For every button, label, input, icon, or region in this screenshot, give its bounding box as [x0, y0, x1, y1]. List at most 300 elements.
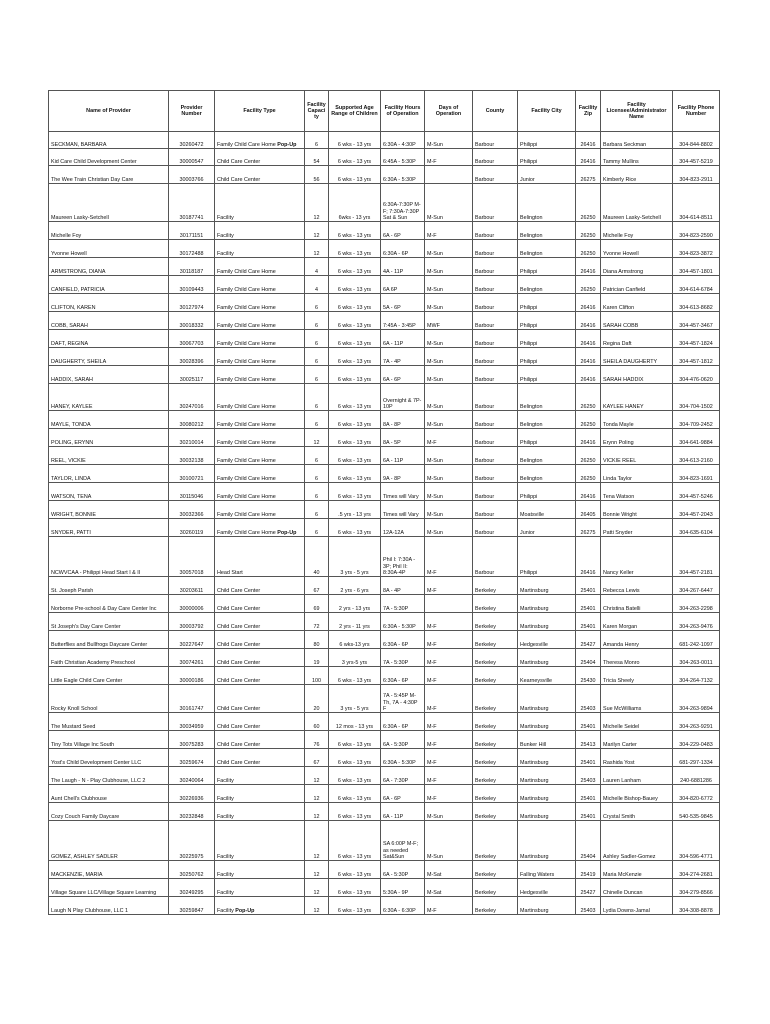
table-row — [49, 294, 720, 312]
cell-hours: 6A - 6P — [381, 366, 425, 384]
table-row — [49, 240, 720, 258]
cell-phone: 304-613-8682 — [673, 294, 720, 312]
cell-days: M-Sun — [425, 132, 473, 149]
cell-provider-number: 30034959 — [169, 713, 215, 731]
cell-city: Belington — [518, 184, 576, 222]
cell-provider-name: REEL, VICKIE — [49, 447, 169, 465]
cell-phone: 304-457-3467 — [673, 312, 720, 330]
cell-provider-number: 30227647 — [169, 631, 215, 649]
cell-facility-type — [215, 312, 305, 330]
cell-city: Belington — [518, 465, 576, 483]
cell-provider-number: 30118187 — [169, 258, 215, 276]
cell-zip: 25404 — [576, 649, 601, 667]
cell-county: Berkeley — [473, 649, 518, 667]
cell-county: Berkeley — [473, 595, 518, 613]
cell-hours: 7A - 5:30P — [381, 649, 425, 667]
cell-hours: 6:30A - 6P — [381, 631, 425, 649]
cell-capacity: 4 — [305, 258, 329, 276]
cell-county: Barbour — [473, 465, 518, 483]
cell-phone: 681-297-1334 — [673, 749, 720, 767]
cell-capacity: 4 — [305, 276, 329, 294]
cell-provider-number: 30003792 — [169, 613, 215, 631]
cell-facility-type — [215, 276, 305, 294]
cell-capacity: 12 — [305, 861, 329, 879]
cell-hours: 6:30A - 6:30P — [381, 897, 425, 915]
cell-provider-name: GOMEZ, ASHLEY SADLER — [49, 821, 169, 861]
cell-age-range: 3 yrs-5 yrs — [329, 649, 381, 667]
cell-capacity: 100 — [305, 667, 329, 685]
facility-type-text: Child Care Center — [217, 759, 261, 766]
facility-type-text: Child Care Center — [217, 741, 261, 748]
table-row — [49, 821, 720, 861]
cell-hours: 7:45A - 3:45P — [381, 312, 425, 330]
facility-type-text: Facility — [217, 871, 234, 878]
cell-zip: 26250 — [576, 276, 601, 294]
cell-licensee: Tonda Mayle — [601, 411, 673, 429]
cell-provider-number: 30032138 — [169, 447, 215, 465]
cell-days: M-F — [425, 649, 473, 667]
cell-provider-number: 30057018 — [169, 537, 215, 577]
cell-hours: 6:30A - 6P — [381, 667, 425, 685]
cell-phone: 304-844-8802 — [673, 132, 720, 149]
cell-city: Belington — [518, 240, 576, 258]
table-row — [49, 861, 720, 879]
facility-type-text: Family Child Care Home — [217, 304, 276, 311]
cell-age-range: 6 wks - 13 yrs — [329, 861, 381, 879]
cell-city: Belington — [518, 411, 576, 429]
cell-provider-number: 30100721 — [169, 465, 215, 483]
cell-capacity: 6 — [305, 501, 329, 519]
header-facility-type: Facility Type — [215, 91, 305, 132]
cell-provider-name: The Laugh - N - Play Clubhouse, LLC 2 — [49, 767, 169, 785]
cell-county: Barbour — [473, 366, 518, 384]
cell-licensee: Michelle Bishop-Bauey — [601, 785, 673, 803]
cell-facility-type — [215, 258, 305, 276]
cell-days: M-F — [425, 667, 473, 685]
cell-capacity: 12 — [305, 821, 329, 861]
header-city: Facility City — [518, 91, 576, 132]
cell-days — [425, 166, 473, 184]
cell-days: M-Sun — [425, 519, 473, 537]
cell-city: Martinsburg — [518, 821, 576, 861]
cell-phone: 304-709-2452 — [673, 411, 720, 429]
table-row — [49, 276, 720, 294]
facility-type-text: Family Child Care Home — [217, 286, 276, 293]
cell-age-range: 6 wks - 13 yrs — [329, 132, 381, 149]
cell-provider-number: 30161747 — [169, 685, 215, 713]
cell-facility-type — [215, 330, 305, 348]
cell-phone: 304-704-1502 — [673, 384, 720, 411]
cell-phone: 304-267-6447 — [673, 577, 720, 595]
cell-zip: 25430 — [576, 667, 601, 685]
cell-provider-name: Cozy Couch Family Daycare — [49, 803, 169, 821]
cell-city: Belington — [518, 222, 576, 240]
cell-zip: 26416 — [576, 294, 601, 312]
cell-county: Barbour — [473, 258, 518, 276]
cell-county: Barbour — [473, 294, 518, 312]
cell-city: Martinsburg — [518, 595, 576, 613]
cell-county: Berkeley — [473, 667, 518, 685]
cell-county: Barbour — [473, 166, 518, 184]
cell-zip: 25419 — [576, 861, 601, 879]
cell-licensee: Lydia Downs-Jamal — [601, 897, 673, 915]
header-zip: Facility Zip — [576, 91, 601, 132]
cell-zip: 25403 — [576, 897, 601, 915]
cell-licensee: Lauren Lanham — [601, 767, 673, 785]
cell-facility-type — [215, 577, 305, 595]
cell-days: M-Sat — [425, 879, 473, 897]
cell-age-range: 6 wks - 13 yrs — [329, 749, 381, 767]
cell-phone: 304-274-2681 — [673, 861, 720, 879]
cell-provider-name: DAUGHERTY, SHEILA — [49, 348, 169, 366]
cell-phone: 304-457-2043 — [673, 501, 720, 519]
cell-licensee: Theresa Monro — [601, 649, 673, 667]
cell-provider-number: 30232848 — [169, 803, 215, 821]
cell-hours: 7A - 5:30P — [381, 595, 425, 613]
cell-county: Berkeley — [473, 631, 518, 649]
cell-hours: 6:30A - 6P — [381, 240, 425, 258]
cell-phone: 304-614-6784 — [673, 276, 720, 294]
header-age-range: Supported Age Range of Children — [329, 91, 381, 132]
cell-age-range: 2 yrs - 6 yrs — [329, 577, 381, 595]
table-row — [49, 785, 720, 803]
cell-capacity: 6 — [305, 519, 329, 537]
cell-county: Barbour — [473, 429, 518, 447]
cell-hours: 6A - 5:30P — [381, 861, 425, 879]
cell-days: M-F — [425, 767, 473, 785]
cell-licensee: Tricia Sheely — [601, 667, 673, 685]
cell-age-range: 6 wks - 13 yrs — [329, 731, 381, 749]
header-county: County — [473, 91, 518, 132]
table-row — [49, 132, 720, 149]
cell-provider-name: Rocky Knoll School — [49, 685, 169, 713]
cell-capacity: 40 — [305, 537, 329, 577]
cell-facility-type — [215, 447, 305, 465]
facility-type-text: Family Child Care Home — [217, 340, 276, 347]
table-row — [49, 667, 720, 685]
cell-facility-type — [215, 184, 305, 222]
facility-type-text: Facility — [217, 777, 234, 784]
facility-type-text: Facility — [217, 214, 234, 221]
cell-phone: 304-823-2590 — [673, 222, 720, 240]
cell-provider-name: Butterflies and Bullfrogs Daycare Center — [49, 631, 169, 649]
cell-facility-type — [215, 132, 305, 149]
cell-licensee: Nancy Keller — [601, 537, 673, 577]
cell-capacity: 12 — [305, 184, 329, 222]
cell-capacity: 67 — [305, 577, 329, 595]
table-row — [49, 537, 720, 577]
table-row — [49, 519, 720, 537]
cell-days: M-F — [425, 613, 473, 631]
facility-type-text: Family Child Care Home — [217, 376, 276, 383]
cell-county: Berkeley — [473, 879, 518, 897]
cell-hours: 7A - 4P — [381, 348, 425, 366]
cell-hours: 6:30A - 4:30P — [381, 132, 425, 149]
cell-facility-type — [215, 713, 305, 731]
cell-city: Philippi — [518, 330, 576, 348]
cell-facility-type — [215, 731, 305, 749]
cell-city: Hedgesville — [518, 879, 576, 897]
cell-provider-number: 30032366 — [169, 501, 215, 519]
cell-provider-number: 30260119 — [169, 519, 215, 537]
cell-provider-name: HADDIX, SARAH — [49, 366, 169, 384]
cell-phone: 304-635-6104 — [673, 519, 720, 537]
cell-city: Philippi — [518, 258, 576, 276]
cell-days: M-F — [425, 897, 473, 915]
cell-licensee: Ashley Sadler-Gomez — [601, 821, 673, 861]
cell-provider-name: Tiny Tots Village Inc South — [49, 731, 169, 749]
facility-type-text: Family Child Care Home — [217, 439, 276, 446]
facility-type-text: Child Care Center — [217, 641, 261, 648]
cell-days: M-Sun — [425, 384, 473, 411]
cell-city: Junior — [518, 519, 576, 537]
cell-zip: 26416 — [576, 537, 601, 577]
cell-hours: 6:30A - 5:30P — [381, 166, 425, 184]
cell-provider-number: 30028396 — [169, 348, 215, 366]
cell-licensee: Diana Armstrong — [601, 258, 673, 276]
cell-zip: 25401 — [576, 595, 601, 613]
table-row — [49, 348, 720, 366]
cell-provider-name: WRIGHT, BONNIE — [49, 501, 169, 519]
cell-zip: 26250 — [576, 465, 601, 483]
table-row — [49, 384, 720, 411]
cell-days: M-Sat — [425, 861, 473, 879]
cell-city: Philippi — [518, 483, 576, 501]
cell-phone: 540-535-9845 — [673, 803, 720, 821]
cell-zip: 25427 — [576, 879, 601, 897]
cell-licensee: Rashida Yost — [601, 749, 673, 767]
cell-zip: 26416 — [576, 348, 601, 366]
cell-zip: 26416 — [576, 312, 601, 330]
cell-provider-number: 30250762 — [169, 861, 215, 879]
cell-age-range: 3 yrs - 5 yrs — [329, 685, 381, 713]
table-row — [49, 595, 720, 613]
cell-facility-type — [215, 879, 305, 897]
cell-provider-name: St Joseph's Day Care Center — [49, 613, 169, 631]
cell-capacity: 6 — [305, 447, 329, 465]
cell-hours: 6:45A - 5:30P — [381, 149, 425, 166]
cell-county: Barbour — [473, 348, 518, 366]
cell-city: Kearneysville — [518, 667, 576, 685]
table-row — [49, 879, 720, 897]
facility-type-text: Facility — [217, 889, 234, 896]
cell-days: M-Sun — [425, 465, 473, 483]
cell-age-range: 6 wks - 13 yrs — [329, 258, 381, 276]
cell-age-range: 6 wks-13 yrs — [329, 631, 381, 649]
facility-type-text: Family Child Care Home — [217, 493, 276, 500]
cell-city: Philippi — [518, 429, 576, 447]
cell-city: Martinsburg — [518, 577, 576, 595]
cell-days: M-F — [425, 731, 473, 749]
facility-type-text: Family Child Care Home — [217, 457, 276, 464]
cell-days: M-Sun — [425, 447, 473, 465]
cell-county: Barbour — [473, 276, 518, 294]
cell-hours: Times will Vary — [381, 501, 425, 519]
facility-type-text: Family Child Care Home — [217, 511, 276, 518]
cell-zip: 25403 — [576, 685, 601, 713]
cell-provider-number: 30080212 — [169, 411, 215, 429]
pop-up-tag: Pop-Up — [235, 907, 255, 914]
table-row — [49, 649, 720, 667]
cell-days: M-Sun — [425, 330, 473, 348]
header-capacity: Facility Capacity — [305, 91, 329, 132]
cell-zip: 26250 — [576, 222, 601, 240]
cell-provider-name: COBB, SARAH — [49, 312, 169, 330]
cell-facility-type — [215, 631, 305, 649]
cell-provider-name: CANFIELD, PATRICIA — [49, 276, 169, 294]
cell-phone: 304-457-5219 — [673, 149, 720, 166]
cell-city: Martinsburg — [518, 613, 576, 631]
cell-licensee: KAYLEE HANEY — [601, 384, 673, 411]
cell-hours: 6:30A - 5:30P — [381, 749, 425, 767]
table-row — [49, 330, 720, 348]
cell-city: Martinsburg — [518, 803, 576, 821]
cell-age-range: 6 wks - 13 yrs — [329, 348, 381, 366]
table-row — [49, 501, 720, 519]
cell-phone: 304-263-9476 — [673, 613, 720, 631]
facility-type-text: Child Care Center — [217, 705, 261, 712]
cell-county: Barbour — [473, 240, 518, 258]
cell-age-range: 6 wks - 13 yrs — [329, 519, 381, 537]
cell-zip: 26416 — [576, 330, 601, 348]
cell-licensee: VICKIE REEL — [601, 447, 673, 465]
cell-county: Barbour — [473, 222, 518, 240]
table-row — [49, 366, 720, 384]
cell-county: Barbour — [473, 519, 518, 537]
cell-age-range: 6 wks - 13 yrs — [329, 667, 381, 685]
cell-facility-type — [215, 222, 305, 240]
cell-facility-type — [215, 897, 305, 915]
cell-licensee: Michelle Foy — [601, 222, 673, 240]
cell-hours: 6:30A - 6P — [381, 713, 425, 731]
cell-city: Philippi — [518, 348, 576, 366]
cell-age-range: 6 wks - 13 yrs — [329, 294, 381, 312]
cell-facility-type — [215, 685, 305, 713]
facility-type-text: Child Care Center — [217, 587, 261, 594]
table-row — [49, 166, 720, 184]
cell-licensee: Barbara Seckman — [601, 132, 673, 149]
cell-hours: 5A - 6P — [381, 294, 425, 312]
table-row — [49, 631, 720, 649]
cell-facility-type — [215, 483, 305, 501]
cell-city: Martinsburg — [518, 749, 576, 767]
cell-age-range: 6 wks - 13 yrs — [329, 767, 381, 785]
cell-capacity: 6 — [305, 330, 329, 348]
cell-provider-number: 30240064 — [169, 767, 215, 785]
cell-city: Martinsburg — [518, 685, 576, 713]
cell-county: Berkeley — [473, 861, 518, 879]
table-row — [49, 897, 720, 915]
cell-hours: Overnight & 7P-10P — [381, 384, 425, 411]
cell-county: Barbour — [473, 149, 518, 166]
cell-phone: 304-476-0620 — [673, 366, 720, 384]
facility-type-text: Child Care Center — [217, 176, 261, 183]
cell-zip: 25404 — [576, 821, 601, 861]
cell-provider-name: NCWVCAA - Philippi Head Start I & II — [49, 537, 169, 577]
cell-days: M-Sun — [425, 276, 473, 294]
cell-provider-number: 30115046 — [169, 483, 215, 501]
cell-phone: 304-823-1691 — [673, 465, 720, 483]
cell-age-range: 6 wks - 13 yrs — [329, 821, 381, 861]
cell-city: Martinsburg — [518, 767, 576, 785]
cell-hours: 9A - 8P — [381, 465, 425, 483]
cell-capacity: 6 — [305, 384, 329, 411]
cell-facility-type — [215, 803, 305, 821]
pop-up-tag: Pop-Up — [277, 141, 297, 148]
table-row — [49, 429, 720, 447]
facility-type-text: Child Care Center — [217, 623, 261, 630]
cell-provider-name: Yost's Child Development Center LLC — [49, 749, 169, 767]
cell-licensee: SARAH COBB — [601, 312, 673, 330]
cell-provider-name: Little Eagle Child Care Center — [49, 667, 169, 685]
cell-licensee: SHEILA DAUGHERTY — [601, 348, 673, 366]
cell-city: Martinsburg — [518, 649, 576, 667]
cell-zip: 26416 — [576, 132, 601, 149]
cell-days: M-Sun — [425, 258, 473, 276]
cell-licensee: Karen Clifton — [601, 294, 673, 312]
cell-county: Barbour — [473, 384, 518, 411]
cell-days: M-F — [425, 685, 473, 713]
cell-provider-number: 30003766 — [169, 166, 215, 184]
cell-zip: 26416 — [576, 483, 601, 501]
cell-facility-type — [215, 166, 305, 184]
cell-provider-number: 30000547 — [169, 149, 215, 166]
cell-phone: 304-229-0483 — [673, 731, 720, 749]
cell-provider-name: Maureen Lasky-Setchell — [49, 184, 169, 222]
cell-county: Berkeley — [473, 803, 518, 821]
cell-capacity: 6 — [305, 294, 329, 312]
cell-licensee: Rebecca Lewis — [601, 577, 673, 595]
facility-type-text: Child Care Center — [217, 677, 261, 684]
cell-hours: 4A - 11P — [381, 258, 425, 276]
cell-age-range: 6 wks - 13 yrs — [329, 330, 381, 348]
cell-capacity: 6 — [305, 132, 329, 149]
cell-capacity: 69 — [305, 595, 329, 613]
cell-zip: 25401 — [576, 785, 601, 803]
cell-age-range: 6 wks - 13 yrs — [329, 483, 381, 501]
cell-zip: 26405 — [576, 501, 601, 519]
cell-days: M-F — [425, 537, 473, 577]
cell-provider-number: 30075283 — [169, 731, 215, 749]
cell-facility-type — [215, 785, 305, 803]
cell-capacity: 72 — [305, 613, 329, 631]
cell-phone: 304-263-9894 — [673, 685, 720, 713]
cell-hours: Phil I: 7:30A - 3P; Phil II: 8:30A-4P — [381, 537, 425, 577]
facility-type-text: Head Start — [217, 569, 243, 576]
facility-type-text: Family Child Care Home — [217, 268, 276, 275]
cell-provider-number: 30172488 — [169, 240, 215, 258]
cell-facility-type — [215, 149, 305, 166]
facility-type-text: Family Child Care Home — [217, 421, 276, 428]
cell-licensee: Chinelle Duncan — [601, 879, 673, 897]
cell-phone: 304-820-6772 — [673, 785, 720, 803]
cell-zip: 25427 — [576, 631, 601, 649]
cell-age-range: 6 wks - 13 yrs — [329, 276, 381, 294]
cell-capacity: 12 — [305, 803, 329, 821]
cell-provider-name: Yvonne Howell — [49, 240, 169, 258]
cell-phone: 304-613-2160 — [673, 447, 720, 465]
cell-capacity: 60 — [305, 713, 329, 731]
cell-facility-type — [215, 667, 305, 685]
cell-provider-name: POLING, ERYNN — [49, 429, 169, 447]
cell-licensee: Christina Batelli — [601, 595, 673, 613]
cell-provider-number: 30249295 — [169, 879, 215, 897]
cell-provider-number: 30187741 — [169, 184, 215, 222]
header-provider-number: Provider Number — [169, 91, 215, 132]
cell-provider-number: 30000006 — [169, 595, 215, 613]
cell-provider-name: CLIFTON, KAREN — [49, 294, 169, 312]
cell-zip: 25401 — [576, 749, 601, 767]
